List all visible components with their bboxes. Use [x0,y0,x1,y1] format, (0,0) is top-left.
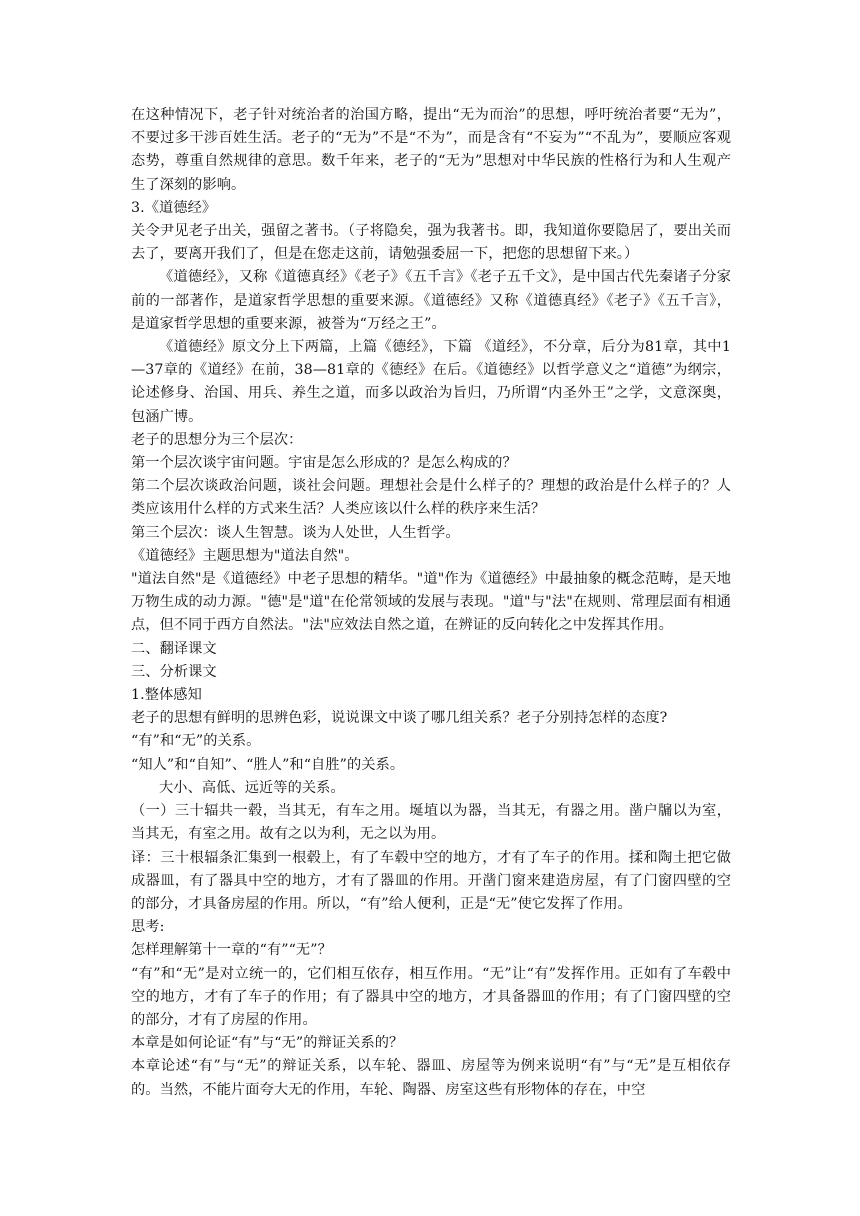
paragraph: 第二个层次谈政治问题，谈社会问题。理想社会是什么样子的？理想的政治是什么样子的？人类应该用什么样的方式来生活？人类应该以什么样的秩序来生活？ [131,478,731,518]
paragraph: “有”和“无”的关系。 [131,733,261,750]
paragraph: 3.《道德经》 [131,199,217,216]
paragraph: “知人”和“自知”、“胜人”和“自胜”的关系。 [131,756,405,773]
paragraph: 1.整体感知 [131,687,202,704]
paragraph: 二、翻译课文 [131,640,217,657]
paragraph: "道法自然"是《道德经》中老子思想的精华。"道"作为《道德经》中最抽象的概念范畴，是天地万物生成的动力源。"德"是"道"在伦常领域的发展与表现。"道"与"法"在规则、常理层面有相通点，但不同于西方自然法。"法"应效法自然之道，在辨证的反向转化之中发挥其作用。 [131,571,731,634]
paragraph: 《道德经》，又称《道德真经》《老子》《五千言》《老子五千文》，是中国古代先秦诸子分家前的一部著作，是道家哲学思想的重要来源。《道德经》又称《道德真经》《老子》《五千言》，是道家哲学思想的重要来源，被誉为“万经之王”。 [131,269,731,332]
paragraph: 第三个层次：谈人生智慧。谈为人处世，人生哲学。 [131,524,460,541]
paragraph: （一）三十辐共一毂，当其无，有车之用。埏埴以为器，当其无，有器之用。凿户牖以为室，当其无，有室之用。故有之以为利，无之以为用。 [131,803,731,843]
paragraph: 《道德经》原文分上下两篇，上篇《德经》，下篇 《道经》，不分章，后分为81章，其中1—37章的《道经》在前，38—81章的《德经》在后。《道德经》以哲学意义之“道德”为纲宗，论述修身、治国、用兵、养生之道，而多以政治为旨归，乃所谓“内圣外王”之学，文意深奥，包涵广博。 [131,339,731,425]
paragraph: 关令尹见老子出关，强留之著书。（子将隐矣，强为我著书。即，我知道你要隐居了，要出关而去了，要离开我们了，但是在您走这前，请勉强委屈一下，把您的思想留下来。） [131,223,731,263]
paragraph: 译：三十根辐条汇集到一根毂上，有了车毂中空的地方，才有了车子的作用。揉和陶土把它做成器皿，有了器具中空的地方，才有了器皿的作用。开凿门窗来建造房屋，有了门窗四壁的空的部分，才具备房屋的作用。所以，“有”给人便利，正是“无”使它发挥了作用。 [131,849,731,912]
paragraph: 老子的思想分为三个层次： [131,431,303,448]
paragraph: 老子的思想有鲜明的思辨色彩，说说课文中谈了哪几组关系？老子分别持怎样的态度? [131,710,668,727]
paragraph: “有”和“无”是对立统一的，它们相互依存，相互作用。“无”让“有”发挥作用。正如有了车毂中空的地方，才有了车子的作用；有了器具中空的地方，才具备器皿的作用；有了门窗四壁的空的部分，才有了房屋的作用。 [131,965,731,1028]
paragraph: 在这种情况下，老子针对统治者的治国方略，提出“无为而治”的思想，呼吁统治者要“无为”，不要过多干涉百姓生活。老子的“无为”不是“不为”，而是含有“不妄为”“不乱为”，要顺应客观态势，尊重自然规律的意思。数千年来，老子的“无为”思想对中华民族的性格行为和人生观产生了深刻的影响。 [131,107,731,193]
paragraph: 怎样理解第十一章的“有”“无”？ [131,942,332,959]
paragraph: 大小、高低、远近等的关系。 [159,779,345,796]
paragraph: 《道德经》主题思想为"道法自然"。 [131,547,359,564]
paragraph: 第一个层次谈宇宙问题。宇宙是怎么形成的？是怎么构成的？ [131,455,517,472]
document-body [131,104,731,1102]
paragraph: 思考: [131,919,165,936]
paragraph: 三、分析课文 [131,663,217,680]
paragraph: 本章是如何论证“有”与“无”的辩证关系的？ [131,1035,404,1052]
paragraph: 本章论述“有”与“无”的辩证关系，以车轮、器皿、房屋等为例来说明“有”与“无”是互相依存的。当然，不能片面夸大无的作用，车轮、陶器、房室这些有形物体的存在，中空 [131,1058,731,1098]
